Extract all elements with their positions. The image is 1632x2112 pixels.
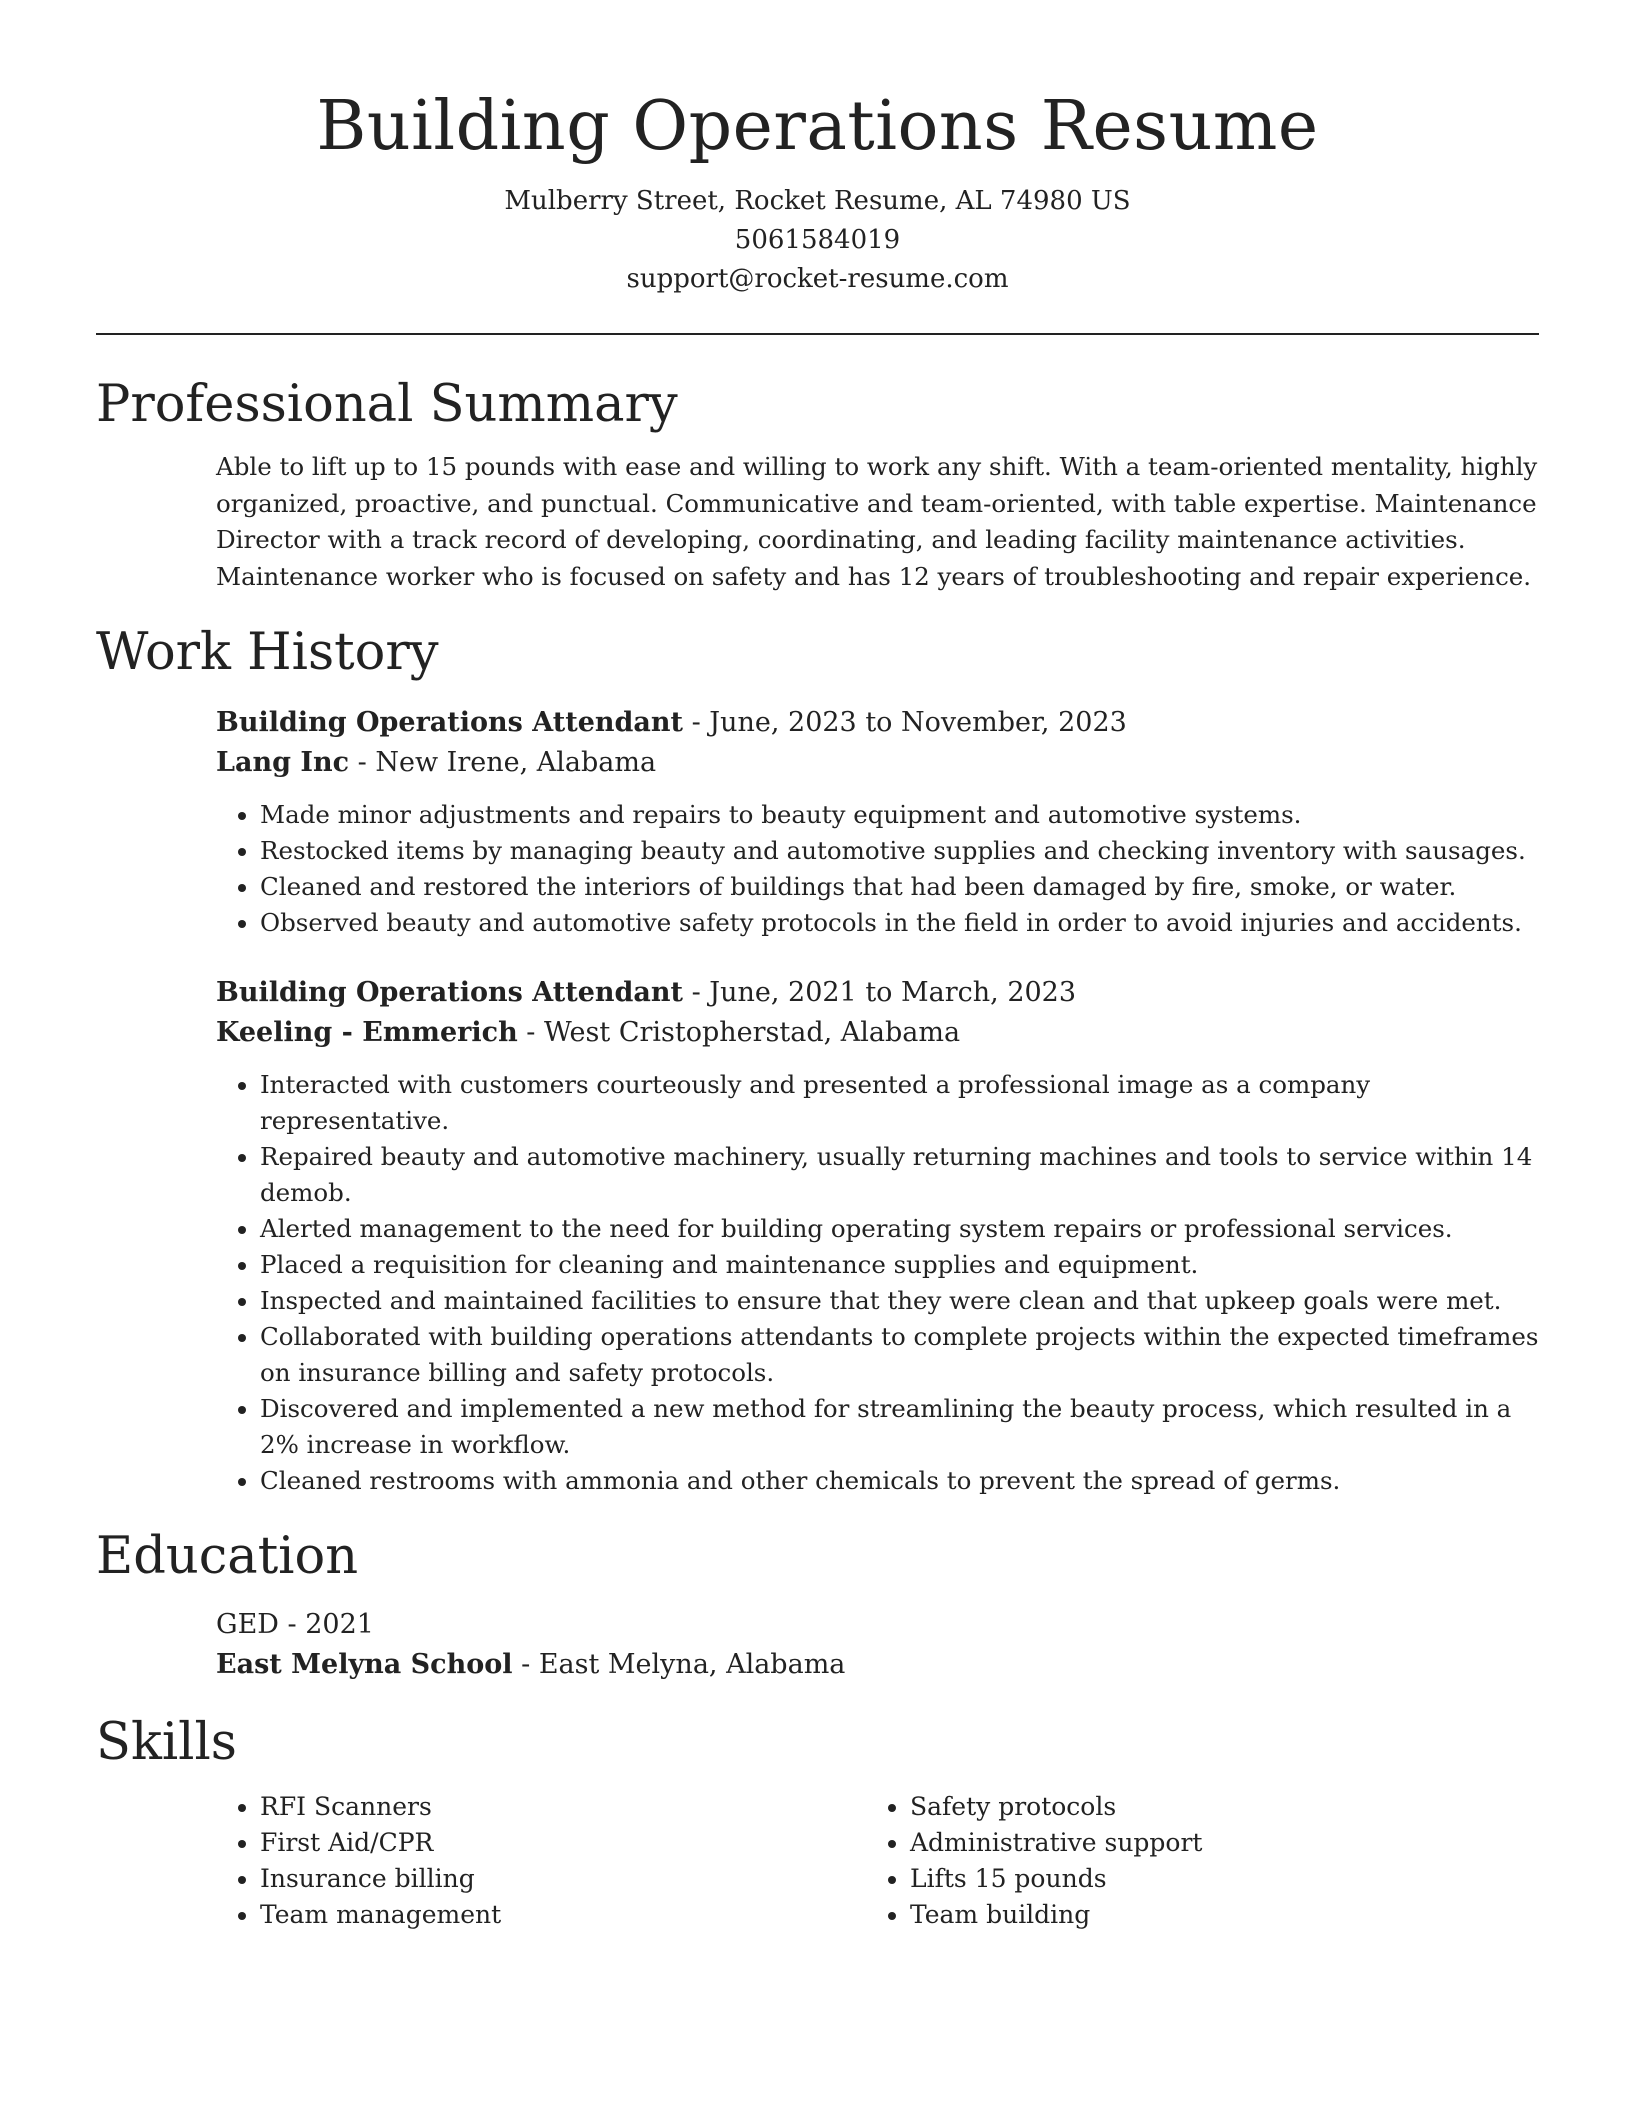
job-bullet: • Cleaned restrooms with ammonia and other chemicals to prevent the spread of germs.: [260, 1463, 1539, 1499]
contact-address: Mulberry Street, Rocket Resume, AL 74980 US: [504, 186, 1131, 216]
job-dates: - June, 2021 to March, 2023: [682, 977, 1077, 1008]
resume-title: Building Operations Resume: [316, 87, 1319, 166]
job-dates: - June, 2023 to November, 2023: [682, 707, 1127, 738]
job-bullet: • Cleaned and restored the interiors of buildings that had been damaged by fire, smoke, or water.: [260, 869, 1539, 905]
skills-grid: [216, 1789, 1539, 1933]
resume-page: [96, 0, 1539, 1933]
job-entry: [216, 703, 1539, 941]
header-divider: [96, 333, 1539, 335]
skill-item: • RFI Scanners: [260, 1789, 866, 1825]
job-bullet: • Repaired beauty and automotive machinery, usually returning machines and tools to service within 14 demob.: [260, 1139, 1539, 1211]
job-position: Building Operations Attendant: [216, 707, 683, 738]
job-title-line: [216, 703, 1539, 743]
section-title-skills: Skills: [96, 1713, 237, 1772]
job-bullet: • Collaborated with building operations attendants to complete projects within the expected timeframes on insurance billing and safety protocols.: [260, 1319, 1539, 1391]
contact-info: [96, 182, 1539, 299]
job-bullet: • Alerted management to the need for building operating system repairs or professional services.: [260, 1211, 1539, 1247]
job-bullet: • Restocked items by managing beauty and automotive supplies and checking inventory with sausages.: [260, 833, 1539, 869]
skill-item: • Lifts 15 pounds: [910, 1861, 1516, 1897]
job-bullet-list: [216, 1067, 1539, 1499]
job-bullet: • Interacted with customers courteously and presented a professional image as a company representative.: [260, 1067, 1539, 1139]
job-bullet: • Observed beauty and automotive safety protocols in the field in order to avoid injuries and accidents.: [260, 905, 1539, 941]
job-bullet: • Made minor adjustments and repairs to beauty equipment and automotive systems.: [260, 797, 1539, 833]
job-entry: [216, 973, 1539, 1499]
education-entry: [216, 1605, 1539, 1685]
education-school: East Melyna School: [216, 1649, 513, 1680]
job-bullet-list: [216, 797, 1539, 941]
skill-item: • Safety protocols: [910, 1789, 1516, 1825]
job-location: - New Irene, Alabama: [349, 747, 657, 778]
job-bullet: • Inspected and maintained facilities to ensure that they were clean and that upkeep goals were met.: [260, 1283, 1539, 1319]
job-company-line: [216, 1013, 1539, 1053]
skill-item: • Insurance billing: [260, 1861, 866, 1897]
skill-item: • Team management: [260, 1897, 866, 1933]
professional-summary-section: [96, 373, 1539, 595]
skills-section: [96, 1711, 1539, 1933]
skills-list-right: [866, 1789, 1516, 1933]
education-degree: GED - 2021: [216, 1609, 374, 1640]
skill-item: • First Aid/CPR: [260, 1825, 866, 1861]
education-section: [96, 1525, 1539, 1685]
section-title-education: Education: [96, 1527, 359, 1586]
skill-item: • Team building: [910, 1897, 1516, 1933]
summary-text: Able to lift up to 15 pounds with ease and willing to work any shift. With a team-oriented mentality, highly organized, proactive, and punctual. Communicative and team-oriented, with table expertise. Maintenance Director with a track record of developing, coordinating, and leading facility maintenance activities. Maintenance worker who is focused on safety and has 12 years of troubleshooting and repair experience.: [216, 452, 1538, 591]
job-location: - West Cristopherstad, Alabama: [517, 1017, 961, 1048]
job-company: Lang Inc: [216, 747, 350, 778]
education-location: - East Melyna, Alabama: [512, 1649, 846, 1680]
job-company-line: [216, 743, 1539, 783]
contact-email: support@rocket-resume.com: [626, 264, 1009, 294]
education-school-line: [216, 1645, 1539, 1685]
job-bullet: • Placed a requisition for cleaning and maintenance supplies and equipment.: [260, 1247, 1539, 1283]
work-history-section: [96, 621, 1539, 1499]
job-title-line: [216, 973, 1539, 1013]
resume-header: [96, 0, 1539, 299]
skills-list-left: [216, 1789, 866, 1933]
contact-phone: 5061584019: [734, 225, 901, 255]
job-position: Building Operations Attendant: [216, 977, 683, 1008]
job-company: Keeling - Emmerich: [216, 1017, 518, 1048]
skill-item: • Administrative support: [910, 1825, 1516, 1861]
section-title-work-history: Work History: [96, 623, 439, 682]
job-bullet: • Discovered and implemented a new method for streamlining the beauty process, which resulted in a 2% increase in workflow.: [260, 1391, 1539, 1463]
skills-column-left: [216, 1789, 866, 1933]
skills-column-right: [866, 1789, 1516, 1933]
section-title-summary: Professional Summary: [96, 375, 678, 434]
